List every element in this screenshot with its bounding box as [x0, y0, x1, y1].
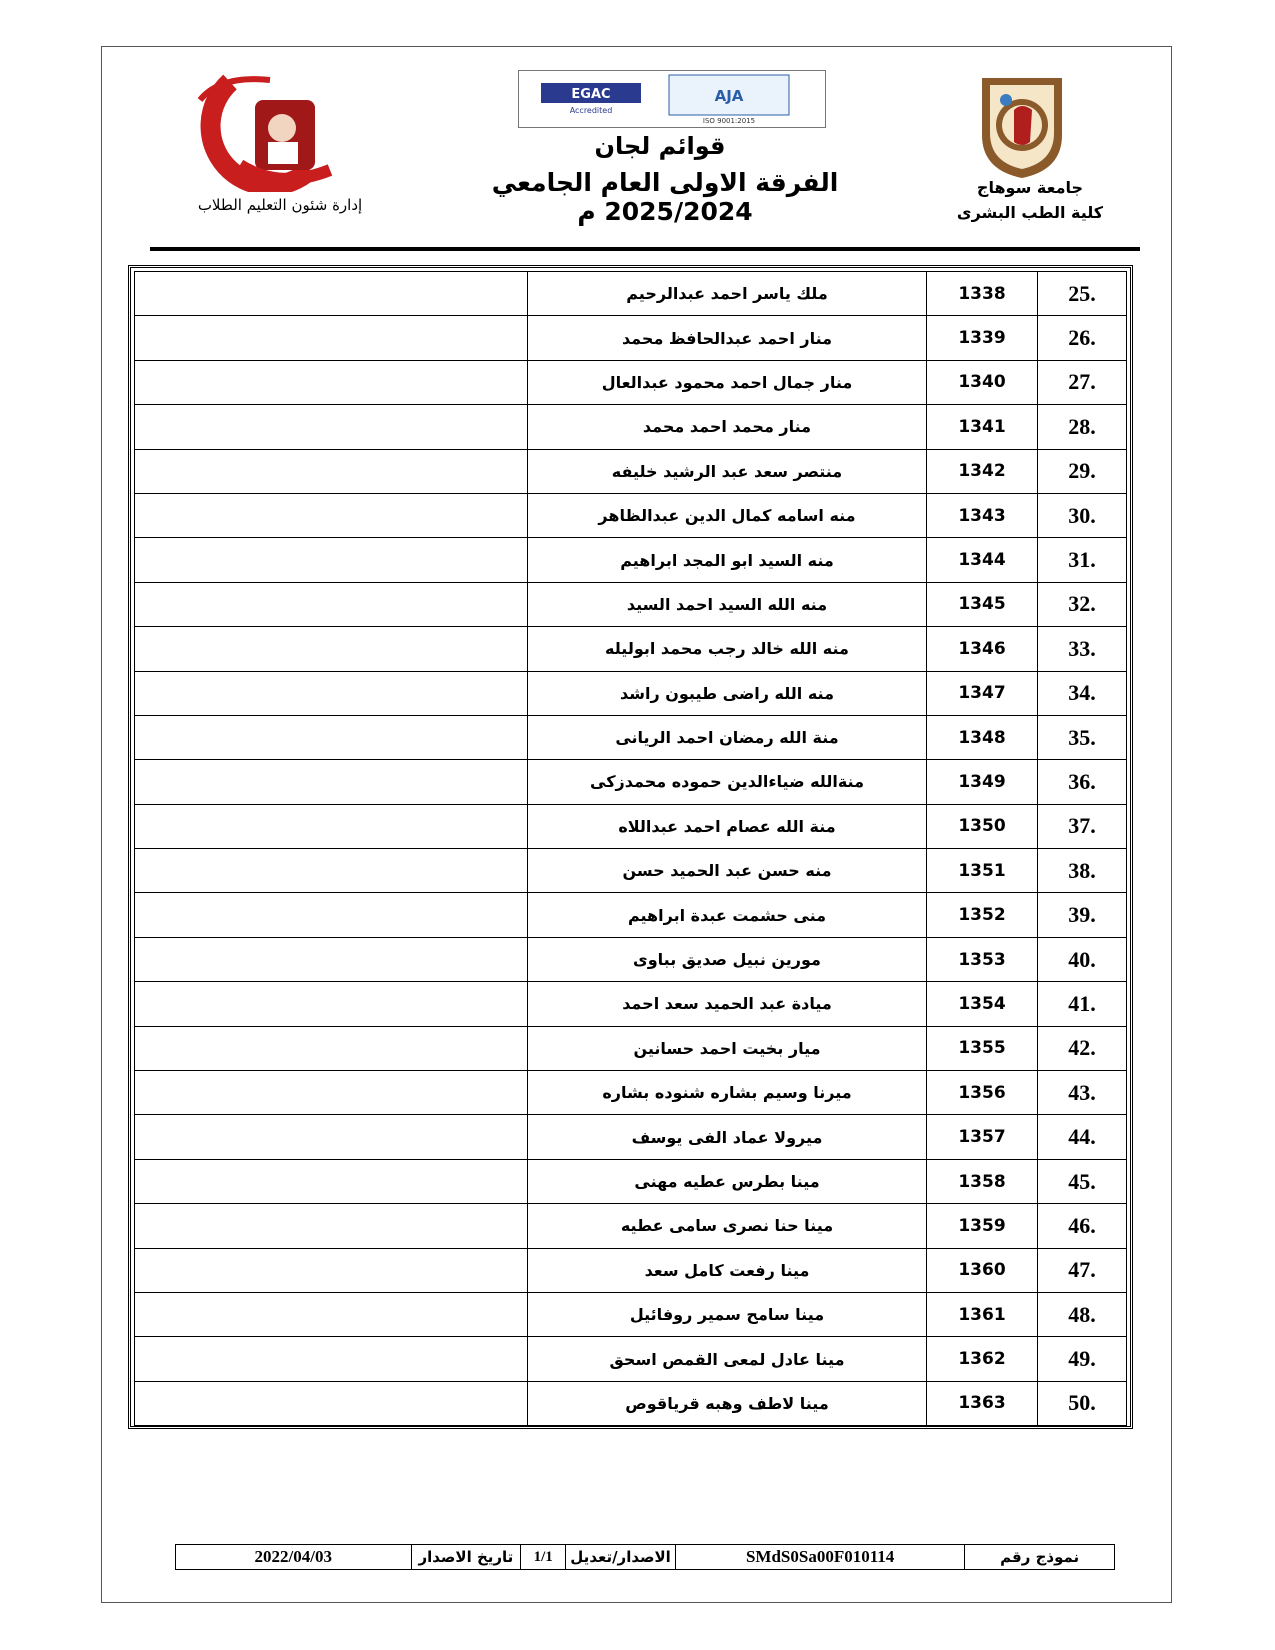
- student-name: منه الله السيد احمد السيد: [528, 582, 927, 626]
- seat-number: 1351: [927, 849, 1038, 893]
- seat-number: 1347: [927, 671, 1038, 715]
- notes-cell: [135, 360, 528, 404]
- notes-cell: [135, 1248, 528, 1292]
- seat-number: 1343: [927, 493, 1038, 537]
- certification-banner: [518, 70, 826, 128]
- issue-date-label: تاريخ الاصدار: [411, 1545, 521, 1569]
- notes-cell: [135, 1071, 528, 1115]
- table-row: [135, 760, 1127, 804]
- certification-logos-icon: [519, 71, 825, 127]
- row-number: 28.: [1038, 405, 1127, 449]
- notes-cell: [135, 538, 528, 582]
- seat-number: 1341: [927, 405, 1038, 449]
- notes-cell: [135, 893, 528, 937]
- table-row: [135, 1381, 1127, 1425]
- form-footer: [175, 1544, 1115, 1570]
- notes-cell: [135, 582, 528, 626]
- committee-table: [134, 271, 1127, 1426]
- notes-cell: [135, 1337, 528, 1381]
- table-row: [135, 360, 1127, 404]
- notes-cell: [135, 316, 528, 360]
- notes-cell: [135, 849, 528, 893]
- seat-number: 1350: [927, 804, 1038, 848]
- form-number-value: SMdS0Sa00F010114: [675, 1545, 964, 1569]
- row-number: 49.: [1038, 1337, 1127, 1381]
- notes-cell: [135, 1381, 528, 1425]
- student-name: منه الله راضى طيبون راشد: [528, 671, 927, 715]
- svg-text:Accredited: Accredited: [569, 106, 613, 115]
- student-name: مينا حنا نصرى سامى عطيه: [528, 1204, 927, 1248]
- row-number: 37.: [1038, 804, 1127, 848]
- row-number: 46.: [1038, 1204, 1127, 1248]
- table-row: [135, 1292, 1127, 1336]
- seat-number: 1357: [927, 1115, 1038, 1159]
- page-title: قوائم لجان: [594, 132, 726, 160]
- notes-cell: [135, 1026, 528, 1070]
- table-row: [135, 627, 1127, 671]
- notes-cell: [135, 449, 528, 493]
- university-label: جامعة سوهاج: [976, 178, 1084, 197]
- seat-number: 1362: [927, 1337, 1038, 1381]
- notes-cell: [135, 671, 528, 715]
- student-name: منار جمال احمد محمود عبدالعال: [528, 360, 927, 404]
- notes-cell: [135, 760, 528, 804]
- revision-label: الاصدار/تعديل: [565, 1545, 675, 1569]
- row-number: 27.: [1038, 360, 1127, 404]
- row-number: 30.: [1038, 493, 1127, 537]
- svg-text:EGAC: EGAC: [571, 87, 611, 102]
- student-name: مينا عادل لمعى القمص اسحق: [528, 1337, 927, 1381]
- seat-number: 1360: [927, 1248, 1038, 1292]
- seat-number: 1353: [927, 937, 1038, 981]
- student-name: منة الله عصام احمد عبداللاه: [528, 804, 927, 848]
- student-name: ميرنا وسيم بشاره شنوده بشاره: [528, 1071, 927, 1115]
- student-name: مينا بطرس عطيه مهنى: [528, 1159, 927, 1203]
- notes-cell: [135, 405, 528, 449]
- faculty-label: كلية الطب البشرى: [956, 203, 1104, 222]
- row-number: 26.: [1038, 316, 1127, 360]
- department-label: إدارة شئون التعليم الطلاب: [197, 196, 363, 214]
- notes-cell: [135, 937, 528, 981]
- seat-number: 1363: [927, 1381, 1038, 1425]
- row-number: 50.: [1038, 1381, 1127, 1425]
- row-number: 35.: [1038, 715, 1127, 759]
- table-row: [135, 671, 1127, 715]
- notes-cell: [135, 1204, 528, 1248]
- seat-number: 1349: [927, 760, 1038, 804]
- student-name: منى حشمت عبدة ابراهيم: [528, 893, 927, 937]
- student-name: منه السيد ابو المجد ابراهيم: [528, 538, 927, 582]
- notes-cell: [135, 1159, 528, 1203]
- row-number: 39.: [1038, 893, 1127, 937]
- notes-cell: [135, 627, 528, 671]
- seat-number: 1340: [927, 360, 1038, 404]
- table-row: [135, 316, 1127, 360]
- student-name: ميرولا عماد الفى يوسف: [528, 1115, 927, 1159]
- row-number: 43.: [1038, 1071, 1127, 1115]
- student-name: منةالله ضياءالدين حموده محمدزكى: [528, 760, 927, 804]
- table-row: [135, 1337, 1127, 1381]
- table-row: [135, 804, 1127, 848]
- table-row: [135, 493, 1127, 537]
- row-number: 42.: [1038, 1026, 1127, 1070]
- row-number: 31.: [1038, 538, 1127, 582]
- row-number: 44.: [1038, 1115, 1127, 1159]
- committee-table-body: [135, 272, 1127, 1426]
- seat-number: 1355: [927, 1026, 1038, 1070]
- row-number: 48.: [1038, 1292, 1127, 1336]
- table-row: [135, 982, 1127, 1026]
- table-row: [135, 937, 1127, 981]
- student-name: منار احمد عبدالحافظ محمد: [528, 316, 927, 360]
- table-row: [135, 538, 1127, 582]
- table-row: [135, 849, 1127, 893]
- student-name: منه اسامه كمال الدين عبدالظاهر: [528, 493, 927, 537]
- student-name: منتصر سعد عبد الرشيد خليفه: [528, 449, 927, 493]
- student-name: منه حسن عبد الحميد حسن: [528, 849, 927, 893]
- seat-number: 1345: [927, 582, 1038, 626]
- student-name: منار محمد احمد محمد: [528, 405, 927, 449]
- seat-number: 1352: [927, 893, 1038, 937]
- seat-number: 1358: [927, 1159, 1038, 1203]
- row-number: 41.: [1038, 982, 1127, 1026]
- seat-number: 1342: [927, 449, 1038, 493]
- row-number: 25.: [1038, 272, 1127, 316]
- seat-number: 1339: [927, 316, 1038, 360]
- form-number-label: نموذج رقم: [964, 1545, 1114, 1569]
- student-name: مينا سامح سمير روفائيل: [528, 1292, 927, 1336]
- svg-text:ISO 9001:2015: ISO 9001:2015: [702, 117, 756, 125]
- row-number: 32.: [1038, 582, 1127, 626]
- seat-number: 1344: [927, 538, 1038, 582]
- faculty-logo: [160, 70, 345, 192]
- seat-number: 1348: [927, 715, 1038, 759]
- row-number: 36.: [1038, 760, 1127, 804]
- notes-cell: [135, 493, 528, 537]
- table-row: [135, 449, 1127, 493]
- header-divider: [150, 247, 1140, 251]
- table-row: [135, 272, 1127, 316]
- student-name: مورين نبيل صديق بباوى: [528, 937, 927, 981]
- svg-text:AJA: AJA: [714, 87, 744, 105]
- table-row: [135, 405, 1127, 449]
- seat-number: 1361: [927, 1292, 1038, 1336]
- table-row: [135, 1115, 1127, 1159]
- student-name: منه الله خالد رجب محمد ابوليله: [528, 627, 927, 671]
- seat-number: 1346: [927, 627, 1038, 671]
- row-number: 47.: [1038, 1248, 1127, 1292]
- table-row: [135, 1248, 1127, 1292]
- student-name: ميار بخيت احمد حسانين: [528, 1026, 927, 1070]
- table-row: [135, 715, 1127, 759]
- revision-value: 1/1: [520, 1545, 565, 1569]
- table-row: [135, 1204, 1127, 1248]
- seat-number: 1354: [927, 982, 1038, 1026]
- issue-date-value: 2022/04/03: [254, 1547, 332, 1566]
- student-name: ملك ياسر احمد عبدالرحيم: [528, 272, 927, 316]
- table-row: [135, 893, 1127, 937]
- notes-cell: [135, 982, 528, 1026]
- table-row: [135, 582, 1127, 626]
- university-logo: [972, 70, 1072, 180]
- notes-cell: [135, 1292, 528, 1336]
- notes-cell: [135, 715, 528, 759]
- table-row: [135, 1026, 1127, 1070]
- page-subtitle: الفرقة الاولى العام الجامعي 2025/2024 م: [491, 168, 839, 226]
- student-name: مينا رفعت كامل سعد: [528, 1248, 927, 1292]
- row-number: 45.: [1038, 1159, 1127, 1203]
- notes-cell: [135, 272, 528, 316]
- row-number: 29.: [1038, 449, 1127, 493]
- seat-number: 1338: [927, 272, 1038, 316]
- row-number: 40.: [1038, 937, 1127, 981]
- notes-cell: [135, 804, 528, 848]
- row-number: 33.: [1038, 627, 1127, 671]
- seat-number: 1359: [927, 1204, 1038, 1248]
- committee-table-frame: [128, 265, 1133, 1429]
- notes-cell: [135, 1115, 528, 1159]
- student-name: ميادة عبد الحميد سعد احمد: [528, 982, 927, 1026]
- table-row: [135, 1071, 1127, 1115]
- student-name: منة الله رمضان احمد الريانى: [528, 715, 927, 759]
- table-row: [135, 1159, 1127, 1203]
- seat-number: 1356: [927, 1071, 1038, 1115]
- row-number: 38.: [1038, 849, 1127, 893]
- row-number: 34.: [1038, 671, 1127, 715]
- student-name: مينا لاطف وهبه قرياقوص: [528, 1381, 927, 1425]
